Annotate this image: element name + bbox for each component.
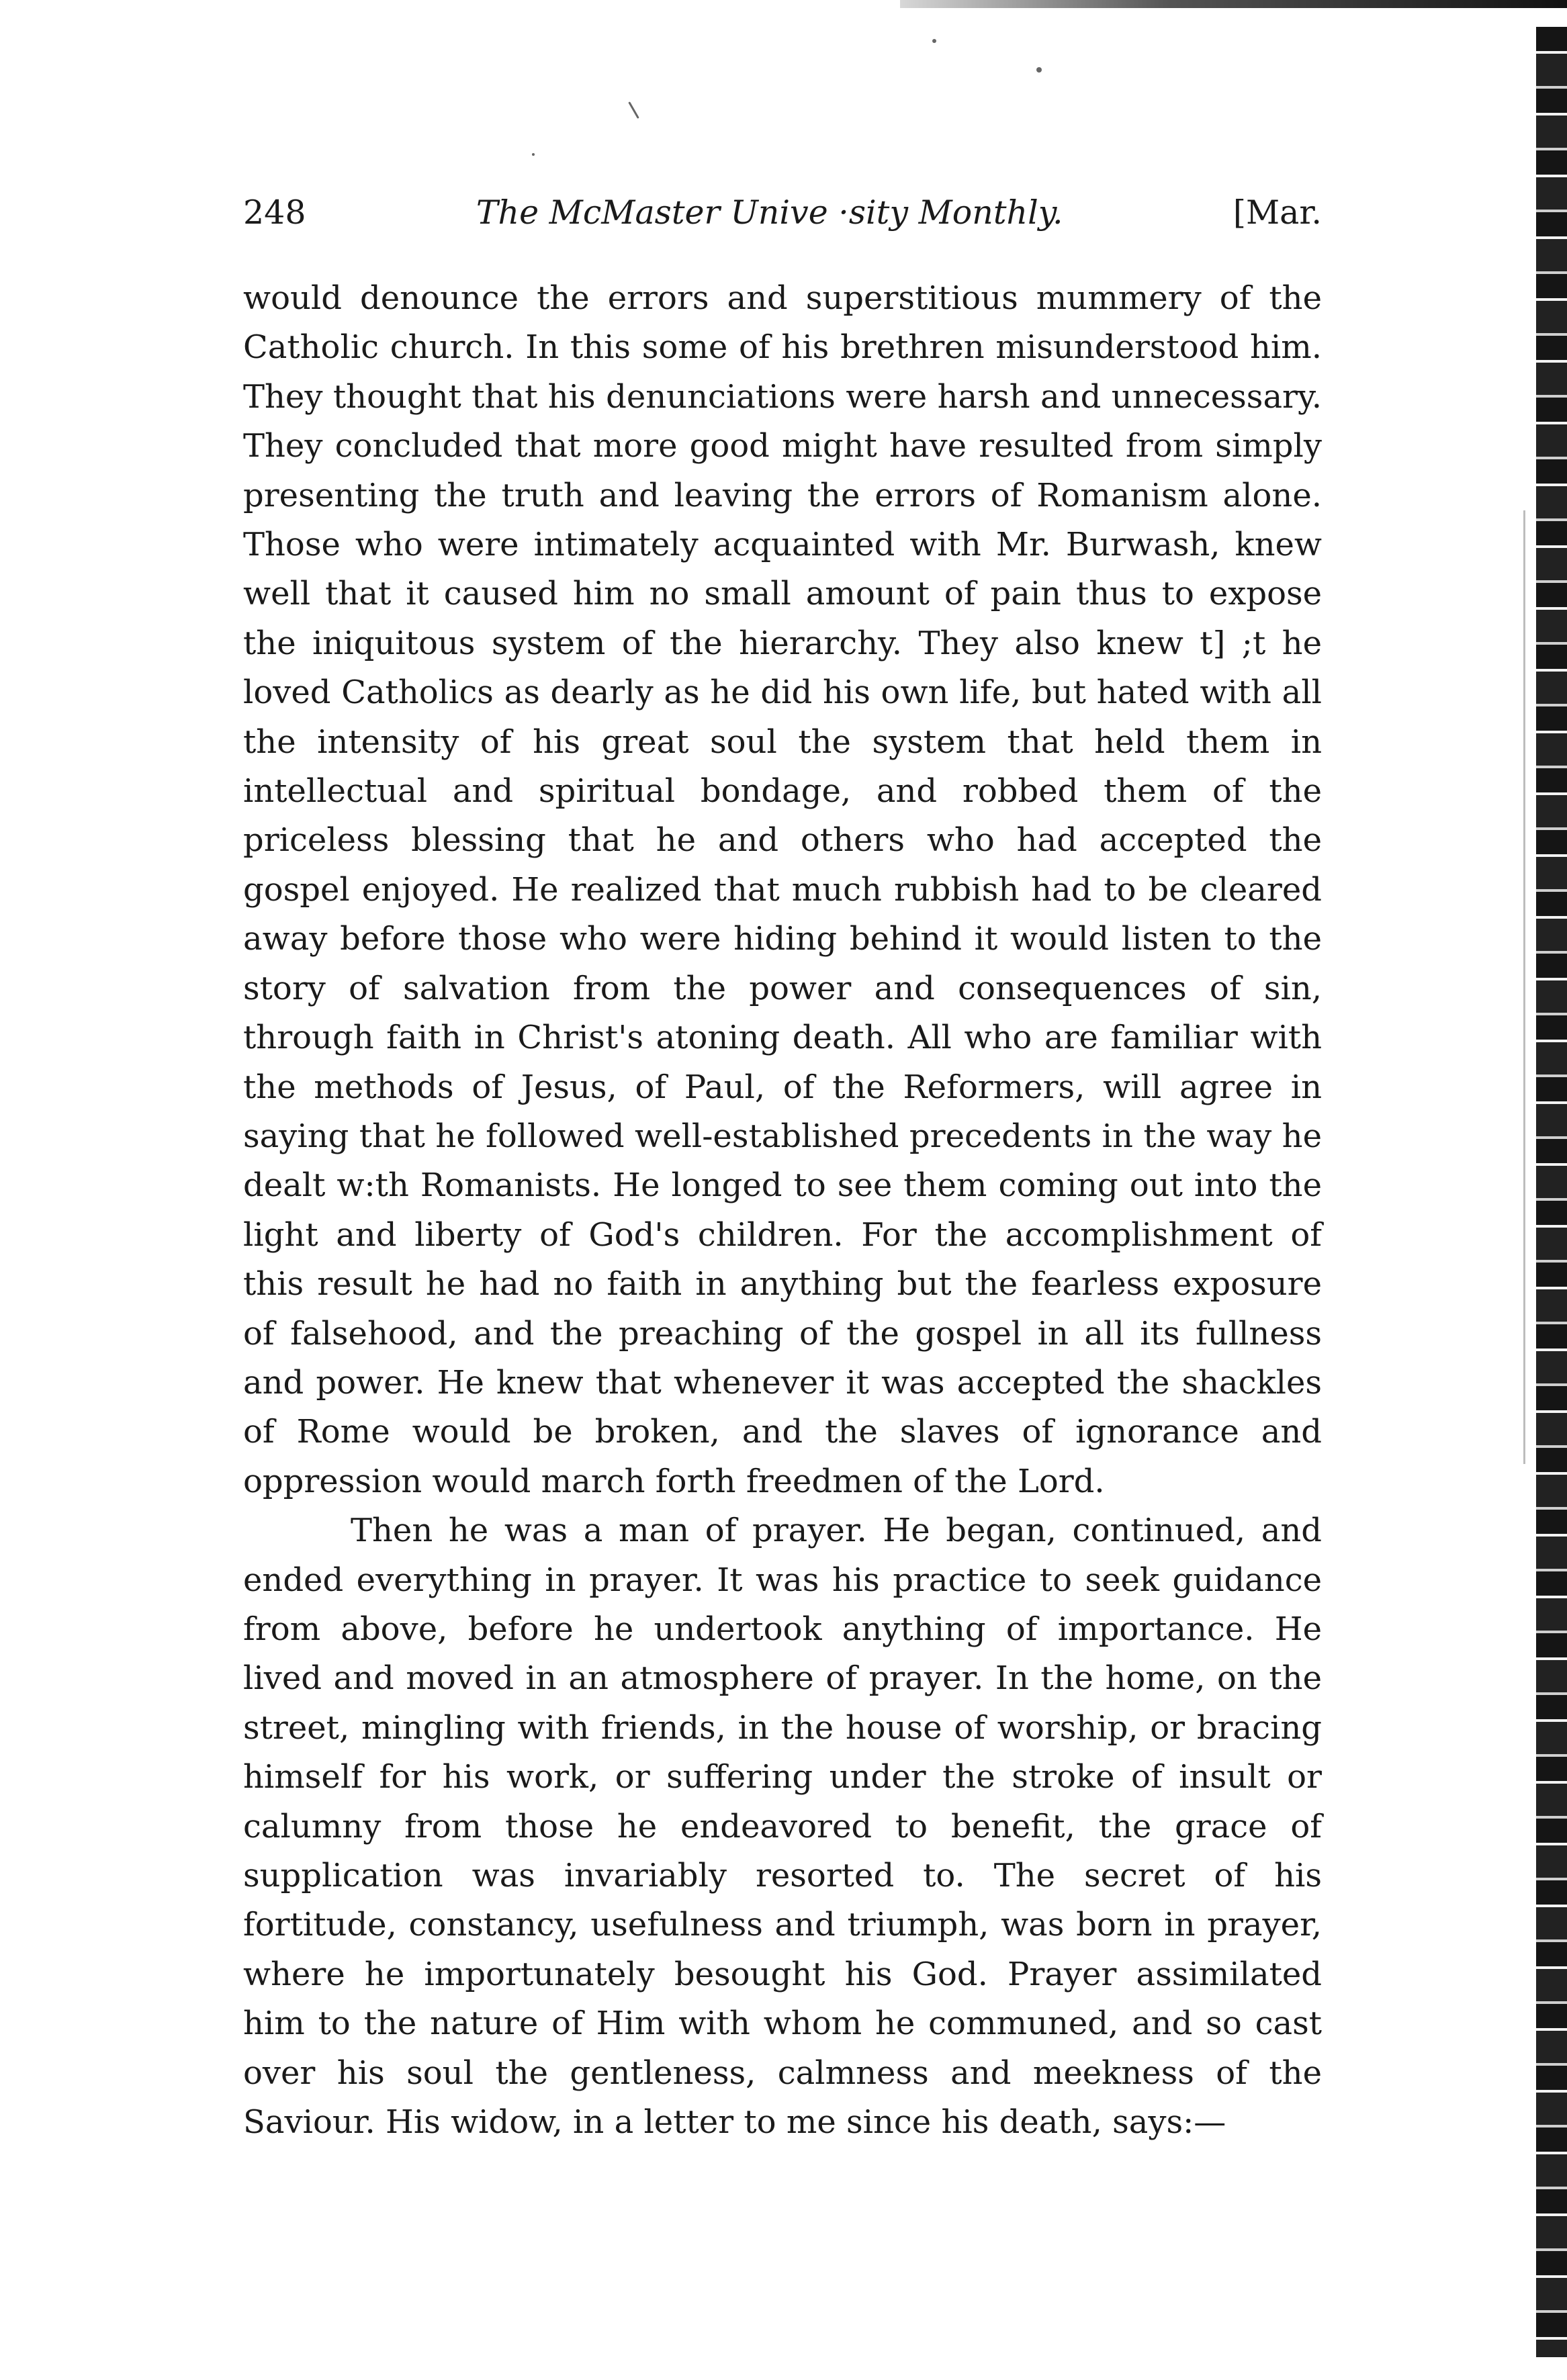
issue-month: [Mar. bbox=[1233, 193, 1322, 232]
document-page bbox=[243, 193, 1322, 2147]
journal-title: The McMaster Unive ·sity Monthly. bbox=[476, 193, 1063, 232]
scan-edge-line bbox=[1523, 510, 1525, 1464]
scan-speck bbox=[628, 101, 639, 119]
running-header bbox=[243, 193, 1322, 243]
page-number: 248 bbox=[243, 193, 306, 232]
body-paragraph: Then he was a man of prayer. He began, continued, and ended everything in prayer. It was his practice to seek guidance from above, before he undertook anything of importance. He lived and moved in an atmosphere of prayer. In the home, on the street, mingling with friends, in the house of worship, or bracing himself for his work, or suffering under the stroke of insult or calumny from those he endeavored to benefit, the grace of supplication was invariably resorted to. The secret of his fortitude, constancy, usefulness and triumph, was born in prayer, where he importunately besought his God. Prayer assimilated him to the nature of Him with whom he communed, and so cast over his soul the gentleness, calmness and meekness of the Saviour. His widow, in a letter to me since his death, says:— bbox=[243, 1512, 1322, 2142]
scan-binding-edge bbox=[1536, 27, 1567, 2357]
body-paragraph: would denounce the errors and superstitious mummery of the Catholic church. In this some of his brethren misunderstood him. They thought that his denunciations were harsh and unnecessary. They concluded that more good might have resulted from simply presenting the truth and leaving the errors of Romanism alone. Those who were intimately acquainted with Mr. Burwash, knew well that it caused him no small amount of pain thus to expose the iniquitous system of the hierarchy. They also knew t] ;t he loved Catholics as dearly as he did his own life, but hated with all the intensity of his great soul the system that held them in intellectual and spiritual bondage, and robbed them of the priceless blessing that he and others who had accepted the gospel enjoyed. He realized that much rubbish had to be cleared away before those who were hiding behind it would listen to the story of salvation from the power and consequences of sin, through faith in Christ's atoning death. All who are familiar with the methods of Jesus, of Paul, of the Reformers, will agree in saying that he followed well-established precedents in the way he dealt w:th Romanists. He longed to see them coming out into the light and liberty of God's children. For the accomplishment of this result he had no faith in anything but the fearless exposure of falsehood, and the preaching of the gospel in all its fullness and power. He knew that whenever it was accepted the shackles of Rome would be broken, and the slaves of ignorance and oppression would march forth freedmen of the Lord. bbox=[243, 279, 1322, 1500]
scan-speck bbox=[1036, 67, 1042, 73]
scan-top-rule bbox=[900, 0, 1567, 8]
scan-speck bbox=[532, 153, 535, 156]
scan-speck bbox=[932, 39, 936, 43]
